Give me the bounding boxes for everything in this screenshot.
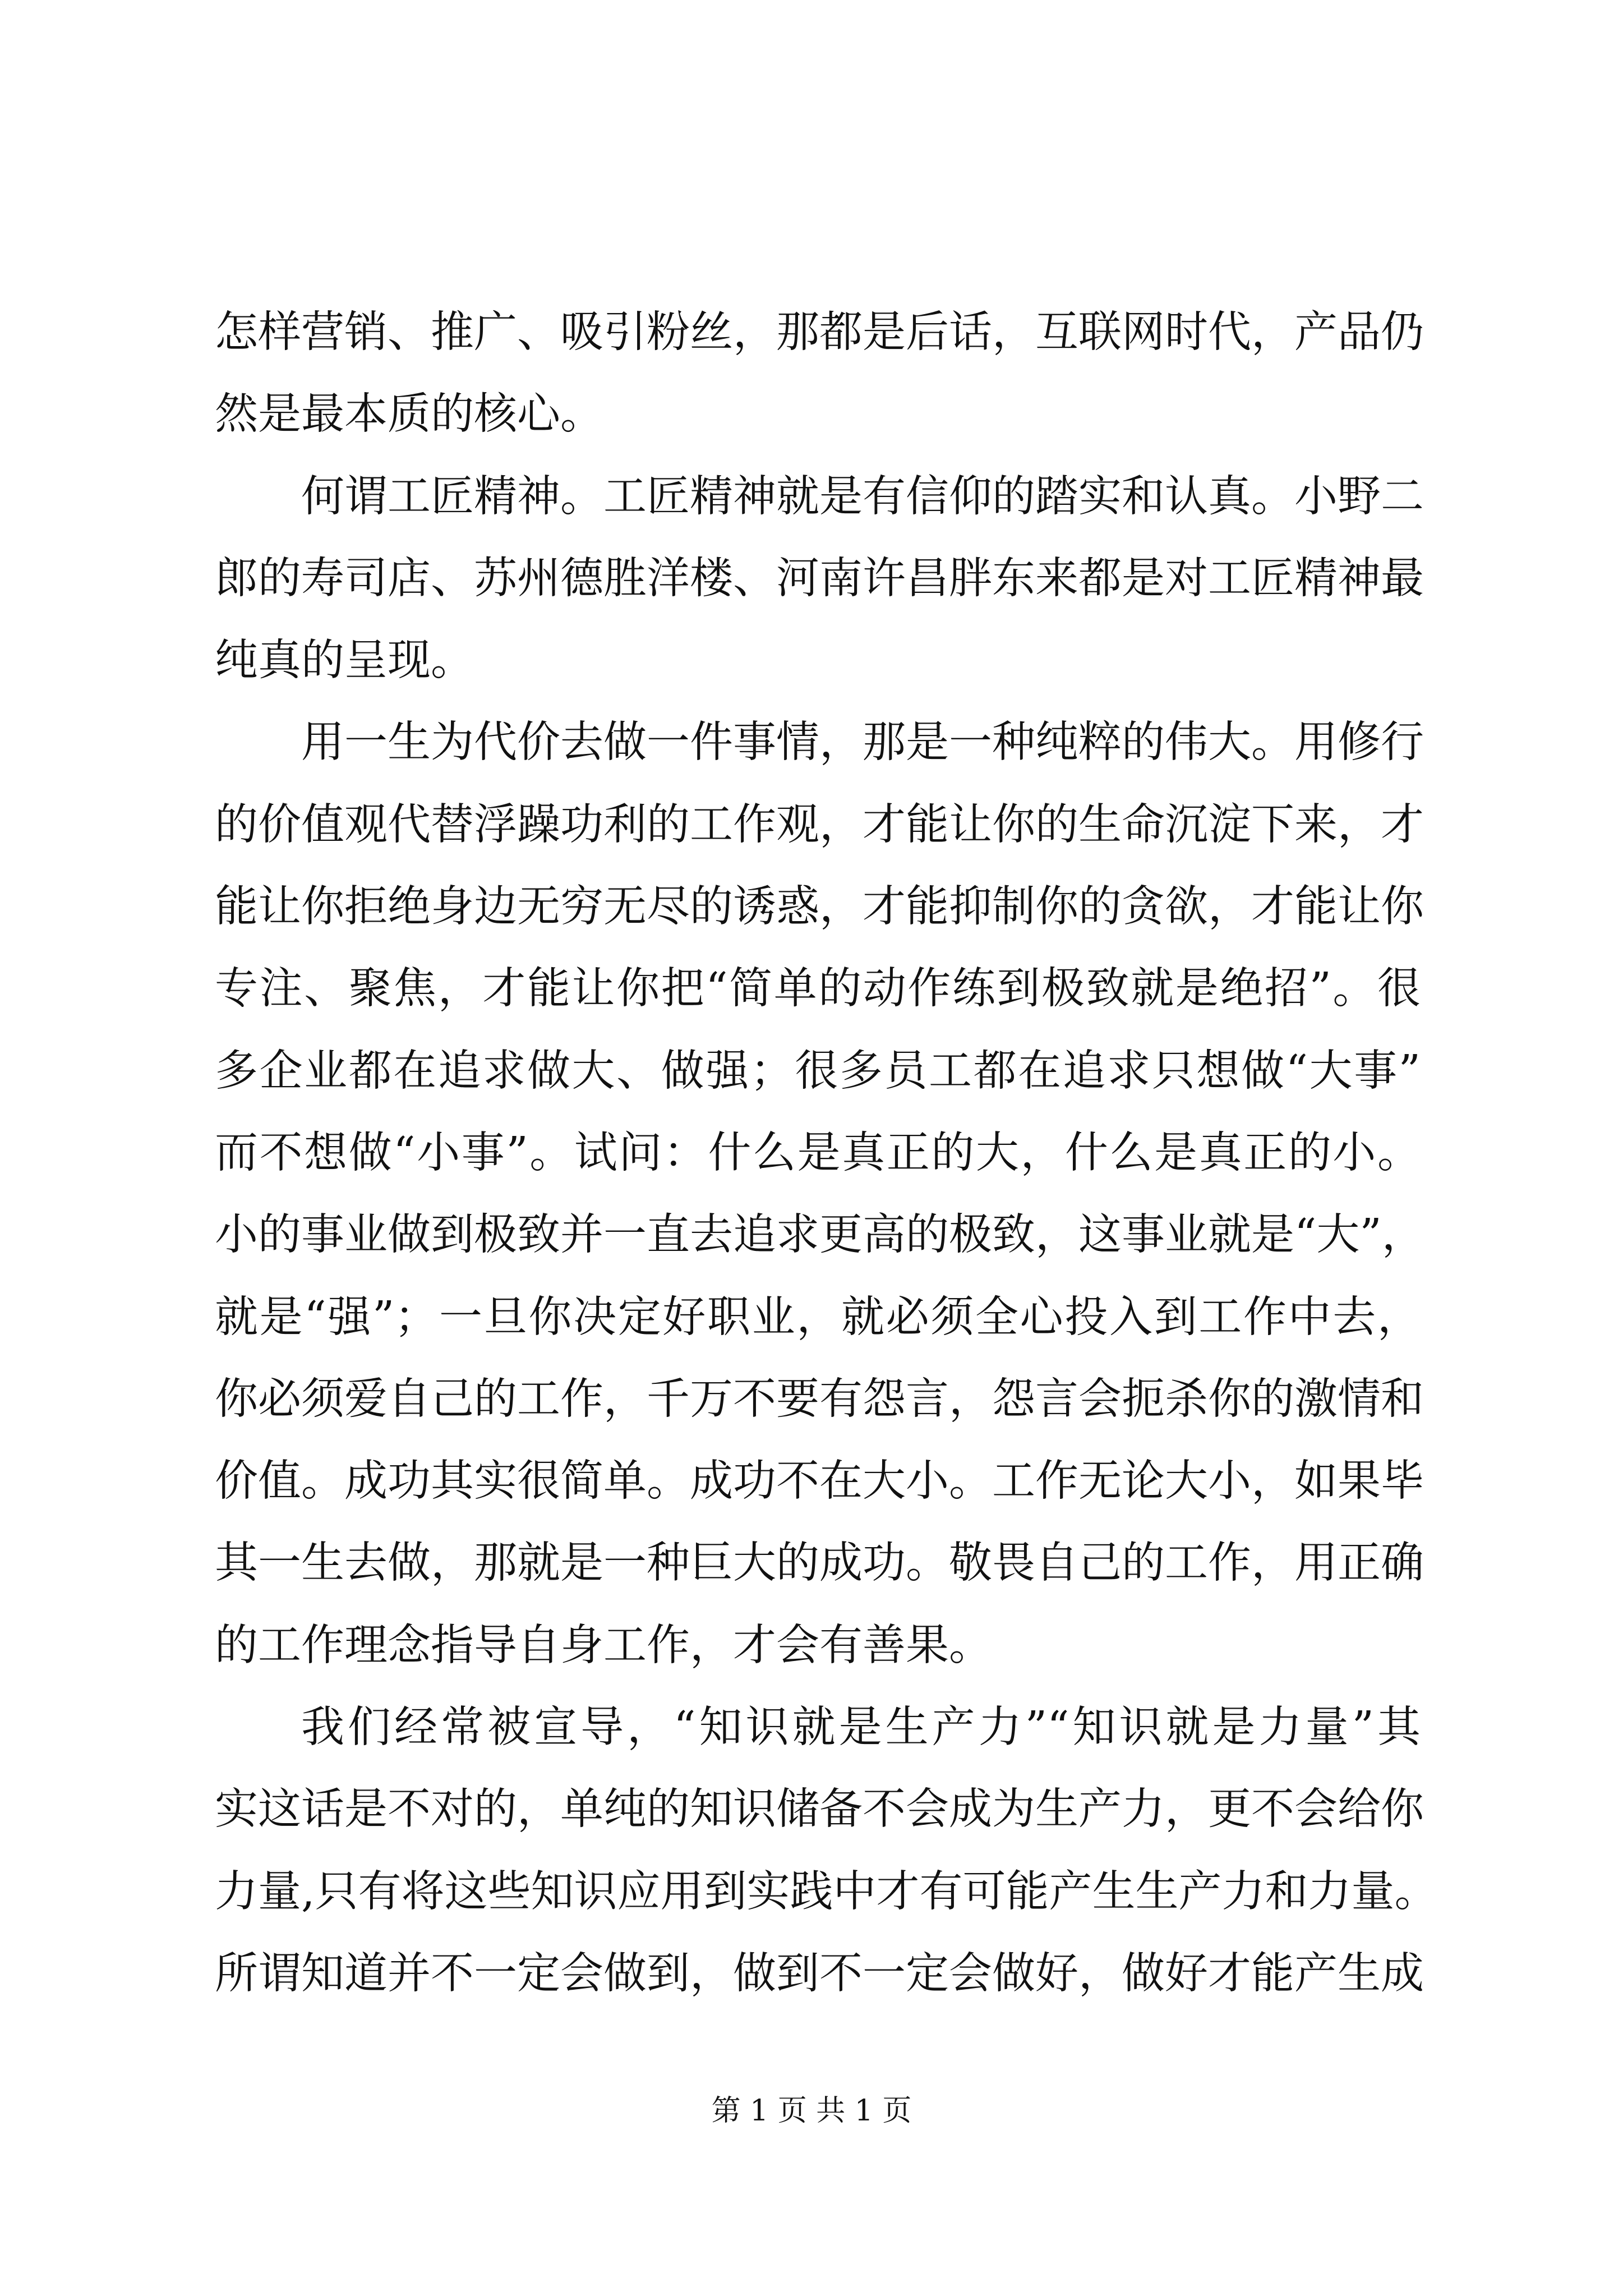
text-line: 郎的寿司店、苏州德胜洋楼、河南许昌胖东来都是对工匠精神最 (215, 553, 1424, 604)
text-line: 价值。成功其实很简单。成功不在大小。工作无论大小，如果毕 (215, 1456, 1424, 1507)
text-line: 然是最本质的核心。 (215, 389, 603, 440)
text-line: 而不想做“小事”。试问：什么是真正的大，什么是真正的小。 (215, 1128, 1421, 1178)
text-line: 怎样营销、推广、吸引粉丝，那都是后话，互联网时代，产品仍 (215, 307, 1424, 357)
text-line: 力量,只有将这些知识应用到实践中才有可能产生生产力和力量。 (215, 1866, 1438, 1917)
text-line: 何谓工匠精神。工匠精神就是有信仰的踏实和认真。小野二 (301, 471, 1424, 522)
text-line: 用一生为代价去做一件事情，那是一种纯粹的伟大。用修行 (301, 717, 1424, 768)
text-line: 实这话是不对的，单纯的知识储备不会成为生产力，更不会给你 (215, 1784, 1424, 1835)
text-line: 我们经常被宣导，“知识就是生产力”“知识就是力量”其 (301, 1703, 1421, 1753)
text-line: 多企业都在追求做大、做强；很多员工都在追求只想做“大事” (215, 1046, 1421, 1096)
page-footer: 第 1 页 共 1 页 (711, 2094, 912, 2128)
document-body (215, 292, 1438, 2015)
text-line: 专注、聚焦，才能让你把“简单的动作练到极致就是绝招”。很 (215, 964, 1421, 1014)
text-line: 小的事业做到极致并一直去追求更高的极致，这事业就是“大”， (215, 1210, 1425, 1260)
text-line: 所谓知道并不一定会做到，做到不一定会做好，做好才能产生成 (215, 1948, 1424, 1999)
text-line: 的价值观代替浮躁功利的工作观，才能让你的生命沉淀下来，才 (215, 799, 1424, 850)
text-line: 纯真的呈现。 (215, 636, 474, 686)
text-line: 能让你拒绝身边无穷无尽的诱惑，才能抑制你的贪欲，才能让你 (215, 882, 1424, 932)
text-line: 你必须爱自己的工作，千万不要有怨言，怨言会扼杀你的激情和 (215, 1374, 1424, 1424)
text-line: 就是“强”；一旦你决定好职业，就必须全心投入到工作中去， (215, 1292, 1421, 1342)
text-line: 的工作理念指导自身工作，才会有善果。 (215, 1620, 992, 1671)
text-line: 其一生去做，那就是一种巨大的成功。敬畏自己的工作，用正确 (215, 1538, 1424, 1589)
